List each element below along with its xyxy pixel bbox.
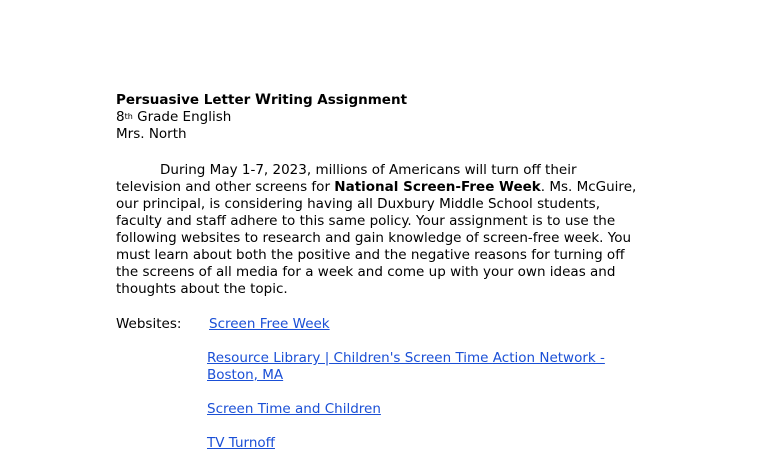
paragraph-line: thoughts about the topic.: [116, 281, 288, 297]
link-resource-library[interactable]: Resource Library | Children's Screen Time Action Network -: [207, 350, 605, 366]
assignment-paragraph: [116, 162, 676, 298]
websites-label: Websites:: [116, 316, 182, 332]
paragraph-line: the screens of all media for a week and come up with your own ideas and: [116, 264, 616, 280]
paragraph-line: must learn about both the positive and the negative reasons for turning off: [116, 247, 625, 263]
paragraph-line: During May 1-7, 2023, millions of Americans will turn off their: [160, 162, 577, 178]
paragraph-text: . Ms. McGuire,: [540, 179, 637, 195]
grade-text: Grade English: [132, 109, 232, 125]
link-tv-turnoff[interactable]: TV Turnoff: [207, 435, 275, 451]
link-screen-free-week[interactable]: Screen Free Week: [209, 316, 330, 332]
paragraph-line: following websites to research and gain knowledge of screen-free week. You: [116, 230, 632, 246]
title-suffix: riting Assignment: [270, 92, 408, 108]
paragraph-line: faculty and staff adhere to this same policy. Your assignment is to use the: [116, 213, 616, 229]
grade-line: [116, 109, 231, 126]
link-resource-library-row-2: [207, 367, 283, 384]
link-resource-library-row: [207, 350, 605, 367]
link-screen-time-row: [207, 401, 381, 418]
link-resource-library-continued[interactable]: Boston, MA: [207, 367, 284, 383]
paragraph-line: our principal, is considering having all Duxbury Middle School students,: [116, 196, 600, 212]
title-prefix: Persuasive Letter: [116, 92, 255, 108]
grade-number: 8: [116, 109, 125, 125]
teacher-name: Mrs. North: [116, 126, 187, 142]
event-name: National Screen-Free Week: [334, 179, 541, 195]
paragraph-text: television and other screens for: [116, 179, 335, 195]
link-tv-turnoff-row: [207, 435, 275, 452]
grade-superscript: th: [124, 112, 133, 121]
paragraph-line: [116, 179, 676, 196]
title-w: W: [254, 92, 271, 108]
link-screen-free-week-row: [209, 316, 330, 333]
assignment-title: [116, 92, 407, 109]
link-screen-time-and-children[interactable]: Screen Time and Children: [207, 401, 381, 417]
